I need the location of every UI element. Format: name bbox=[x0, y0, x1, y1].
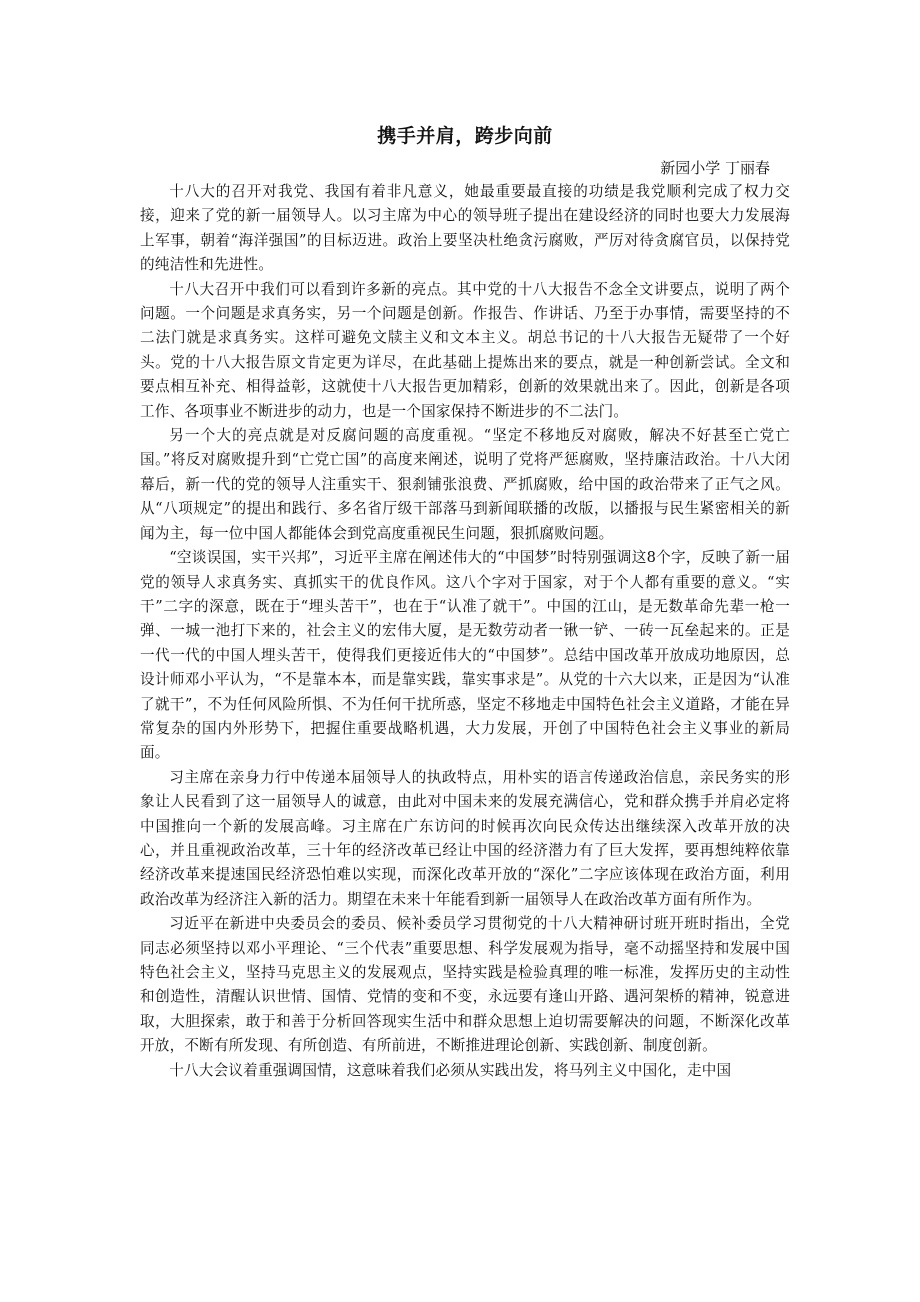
paragraph-4: “空谈误国，实干兴邦”，习近平主席在阐述伟大的“中国梦”时特别强调这8个字，反映了新一届党的领导人求真务实、真抓实干的优良作风。这八个字对于国家，对于个人都有重要的意义。“实干”二字的深意，既在于“埋头苦干”，也在于“认准了就干”。中国的江山，是无数革命先辈一枪一弹、一城一池打下来的，社会主义的宏伟大厦，是无数劳动者一锹一铲、一砖一瓦垒起来的。正是一代一代的中国人埋头苦干，使得我们更接近伟大的“中国梦”。总结中国改革开放成功地原因，总设计师邓小平认为，“不是靠本本，而是靠实践，靠实事求是”。从党的十六大以来，正是因为“认准了就干”，不为任何风险所惧、不为任何干扰所惑，坚定不移地走中国特色社会主义道路，才能在异常复杂的国内外形势下，把握住重要战略机遇，大力发展，开创了中国特色社会主义事业的新局面。 bbox=[140, 549, 790, 762]
author-line: 新园小学 丁丽春 bbox=[660, 159, 770, 177]
paragraph-1: 十八大的召开对我党、我国有着非凡意义，她最重要最直接的功绩是我党顺利完成了权力交接，迎来了党的新一届领导人。以习主席为中心的领导班子提出在建设经济的同时也要大力发展海上军事，朝着“海洋强国”的目标迈进。政治上要坚决杜绝贪污腐败，严厉对待贪腐官员，以保持党的纯洁性和先进性。 bbox=[140, 183, 790, 274]
paragraph-3: 另一个大的亮点就是对反腐问题的高度重视。“坚定不移地反对腐败，解决不好甚至亡党亡国。”将反对腐败提升到“亡党亡国”的高度来阐述，说明了党将严惩腐败，坚持廉洁政治。十八大闭幕后，新一代的党的领导人注重实干、狠刹铺张浪费、严抓腐败，给中国的政治带来了正气之风。从“八项规定”的提出和践行、多名省厅级干部落马到新闻联播的改版，以播报与民生紧密相关的新闻为主，每一位中国人都能体会到党高度重视民生问题，狠抓腐败问题。 bbox=[140, 427, 790, 542]
paragraph-7: 十八大会议着重强调国情，这意味着我们必须从实践出发，将马列主义中国化，走中国 bbox=[169, 1061, 732, 1079]
document-title: 携手并肩，跨步向前 bbox=[377, 125, 553, 147]
paragraph-5: 习主席在亲身力行中传递本届领导人的执政特点，用朴实的语言传递政治信息，亲民务实的形象让人民看到了这一届领导人的诚意，由此对中国未来的发展充满信心，党和群众携手并肩必定将中国推向一个新的发展高峰。习主席在广东访问的时候再次向民众传达出继续深入改革开放的决心，并且重视政治改革，三十年的经济改革已经让中国的经济潜力有了巨大发挥，要再想纯粹依靠经济改革来提速国民经济恐怕难以实现，而深化改革开放的“深化”二字应该体现在政治方面，利用政治改革为经济注入新的活力。期望在未来十年能看到新一届领导人在政治改革方面有所作为。 bbox=[140, 768, 790, 908]
paragraph-2: 十八大召开中我们可以看到许多新的亮点。其中党的十八大报告不念全文讲要点，说明了两个问题。一个问题是求真务实，另一个问题是创新。作报告、作讲话、乃至于办事情，需要坚持的不二法门就是求真务实。这样可避免文牍主义和文本主义。胡总书记的十八大报告无疑带了一个好头。党的十八大报告原文肯定更为详尽，在此基础上提炼出来的要点，就是一种创新尝试。全文和要点相互补充、相得益彰，这就使十八大报告更加精彩，创新的效果就出来了。因此，创新是各项工作、各项事业不断进步的动力，也是一个国家保持不断进步的不二法门。 bbox=[140, 280, 790, 420]
paragraph-6: 习近平在新进中央委员会的委员、候补委员学习贯彻党的十八大精神研讨班开班时指出，全党同志必须坚持以邓小平理论、“三个代表”重要思想、科学发展观为指导，毫不动摇坚持和发展中国特色社会主义，坚持马克思主义的发展观点，坚持实践是检验真理的唯一标准，发挥历史的主动性和创造性，清醒认识世情、国情、党情的变和不变，永远要有逢山开路、遇河架桥的精神，锐意进取，大胆探索，敢于和善于分析回答现实生活中和群众思想上迫切需要解决的问题，不断深化改革开放，不断有所发现、有所创造、有所前进，不断推进理论创新、实践创新、制度创新。 bbox=[140, 915, 790, 1055]
document-body bbox=[140, 120, 790, 1083]
